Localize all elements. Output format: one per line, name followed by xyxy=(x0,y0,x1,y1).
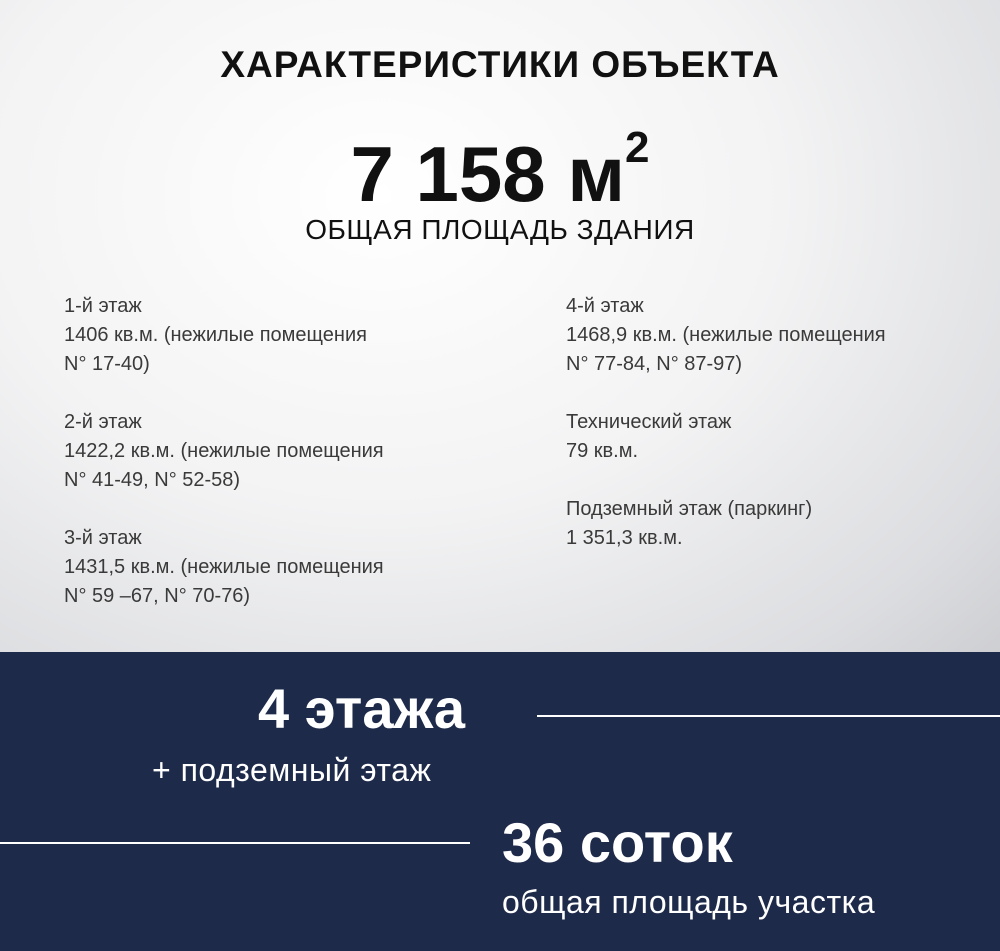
floor-name: 1-й этаж xyxy=(64,295,142,317)
floor-name: 3-й этаж xyxy=(64,527,142,549)
divider-line-left xyxy=(0,842,470,844)
floor-item xyxy=(566,292,986,379)
plot-label: общая площадь участка xyxy=(502,884,876,920)
summary-panel xyxy=(0,652,1000,951)
floor-item xyxy=(566,495,986,553)
total-area-value: 7 158 м xyxy=(350,130,626,218)
page-title: ХАРАКТЕРИСТИКИ ОБЪЕКТА xyxy=(220,44,780,85)
floor-area: 1422,2 кв.м. (нежилые помещения xyxy=(64,440,384,462)
floors-count: 4 этажа xyxy=(258,677,465,740)
floor-area: 1431,5 кв.м. (нежилые помещения xyxy=(64,556,384,578)
floor-rooms: N° 41-49, N° 52-58) xyxy=(64,469,241,491)
floor-area: 1468,9 кв.м. (нежилые помещения xyxy=(566,324,886,346)
divider-line-right xyxy=(537,715,1000,717)
floor-item xyxy=(64,524,484,611)
floor-rooms: N° 59 –67, N° 70-76) xyxy=(64,585,251,607)
floor-rooms: N° 77-84, N° 87-97) xyxy=(566,353,743,375)
floor-item xyxy=(64,292,484,379)
total-area-label: ОБЩАЯ ПЛОЩАДЬ ЗДАНИЯ xyxy=(305,214,695,245)
floors-list-right xyxy=(566,292,986,582)
floor-name: Технический этаж xyxy=(566,411,732,433)
floor-name: 2-й этаж xyxy=(64,411,142,433)
floor-name: Подземный этаж (паркинг) xyxy=(566,498,813,520)
total-area-unit-superscript: 2 xyxy=(625,123,650,172)
floor-area: 1406 кв.м. (нежилые помещения xyxy=(64,324,367,346)
floor-rooms: N° 17-40) xyxy=(64,353,150,375)
plot-size: 36 соток xyxy=(502,811,733,874)
floor-name: 4-й этаж xyxy=(566,295,644,317)
floor-area: 1 351,3 кв.м. xyxy=(566,527,683,549)
floor-area: 79 кв.м. xyxy=(566,440,639,462)
floor-item xyxy=(64,408,484,495)
floors-list-left xyxy=(64,292,484,640)
total-area xyxy=(0,124,1000,224)
floor-item xyxy=(566,408,986,466)
floors-sub-label: + подземный этаж xyxy=(152,752,432,788)
